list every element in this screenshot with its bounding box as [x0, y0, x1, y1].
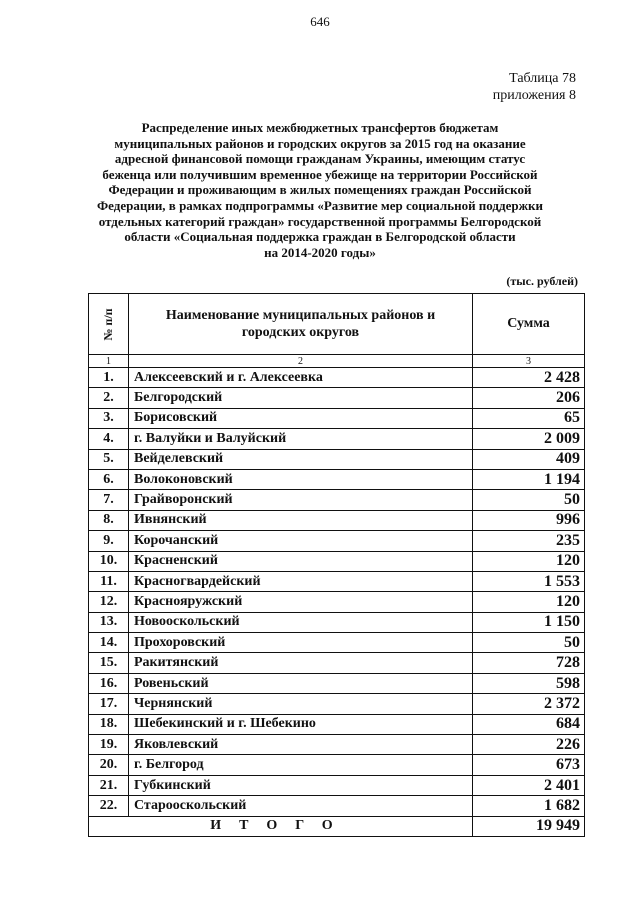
row-sum: 996	[473, 510, 585, 530]
total-row	[89, 816, 585, 836]
total-sum: 19 949	[473, 816, 585, 836]
row-sum: 2 401	[473, 775, 585, 795]
column-index: 2	[129, 355, 473, 368]
row-name: Белгородский	[129, 388, 473, 408]
table-row	[89, 510, 585, 530]
row-number: 15.	[89, 653, 129, 673]
row-sum: 50	[473, 490, 585, 510]
row-sum: 1 553	[473, 571, 585, 591]
row-number: 4.	[89, 429, 129, 449]
row-sum: 728	[473, 653, 585, 673]
row-sum: 226	[473, 735, 585, 755]
row-number: 19.	[89, 735, 129, 755]
row-number: 2.	[89, 388, 129, 408]
table-row	[89, 735, 585, 755]
row-name: Губкинский	[129, 775, 473, 795]
header-number	[89, 294, 129, 355]
row-number: 13.	[89, 612, 129, 632]
row-number: 18.	[89, 714, 129, 734]
table-row	[89, 469, 585, 489]
units-label: (тыс. рублей)	[506, 274, 578, 288]
row-name: Грайворонский	[129, 490, 473, 510]
title-line: Федерации и проживающим в жилых помещениях граждан Российской	[108, 182, 532, 198]
table-row	[89, 551, 585, 571]
title-line: муниципальных районов и городских округов за 2015 год на оказание	[114, 135, 526, 151]
row-name: Волоконовский	[129, 469, 473, 489]
table-row	[89, 592, 585, 612]
row-sum: 1 150	[473, 612, 585, 632]
row-sum: 2 009	[473, 429, 585, 449]
header-name-line1: Наименование муниципальных районов и	[165, 308, 436, 323]
row-sum: 235	[473, 531, 585, 551]
row-name: Борисовский	[129, 408, 473, 428]
row-sum: 673	[473, 755, 585, 775]
row-name: Ракитянский	[129, 653, 473, 673]
row-name: г. Валуйки и Валуйский	[129, 429, 473, 449]
table-row	[89, 673, 585, 693]
title-line: области «Социальная поддержка граждан в Белгородской области	[124, 229, 516, 245]
row-name: Вейделевский	[129, 449, 473, 469]
row-number: 12.	[89, 592, 129, 612]
header-name-line2: городских округов	[241, 325, 360, 340]
row-number: 9.	[89, 531, 129, 551]
table-row	[89, 531, 585, 551]
row-number: 10.	[89, 551, 129, 571]
row-sum: 2 428	[473, 368, 585, 388]
row-number: 6.	[89, 469, 129, 489]
total-label: ИТОГО	[89, 816, 473, 836]
title-line: отдельных категорий граждан» государственной программы Белгородской	[98, 213, 542, 229]
row-name: Шебекинский и г. Шебекино	[129, 714, 473, 734]
row-name: Прохоровский	[129, 633, 473, 653]
title-line: Федерации, в рамках подпрограммы «Развитие мер социальной поддержки	[97, 197, 543, 213]
row-name: Старооскольский	[129, 796, 473, 816]
table-row	[89, 796, 585, 816]
row-sum: 409	[473, 449, 585, 469]
table-row	[89, 633, 585, 653]
table-row	[89, 775, 585, 795]
row-number: 20.	[89, 755, 129, 775]
table-row	[89, 714, 585, 734]
row-name: Ивнянский	[129, 510, 473, 530]
table-row	[89, 449, 585, 469]
row-sum: 2 372	[473, 694, 585, 714]
row-number: 8.	[89, 510, 129, 530]
row-name: Красненский	[129, 551, 473, 571]
row-name: Чернянский	[129, 694, 473, 714]
row-number: 11.	[89, 571, 129, 591]
row-name: Краснояружский	[129, 592, 473, 612]
header-sum: Сумма	[473, 294, 585, 355]
table-ref-line2: приложения 8	[492, 88, 576, 103]
row-name: г. Белгород	[129, 755, 473, 775]
row-name: Новооскольский	[129, 612, 473, 632]
table-row	[89, 571, 585, 591]
table-ref-line1: Таблица 78	[509, 71, 576, 86]
title-line: на 2014-2020 годы»	[264, 244, 376, 260]
row-sum: 120	[473, 551, 585, 571]
title-line: беженца или получившим временное убежище на территории Российской	[102, 166, 538, 182]
row-number: 16.	[89, 673, 129, 693]
row-number: 21.	[89, 775, 129, 795]
row-number: 5.	[89, 449, 129, 469]
page-number: 646	[310, 14, 330, 29]
row-sum: 206	[473, 388, 585, 408]
document-title	[70, 120, 570, 260]
row-number: 3.	[89, 408, 129, 428]
table-row	[89, 694, 585, 714]
table-header-row	[89, 294, 585, 355]
header-name	[129, 294, 473, 355]
row-name: Яковлевский	[129, 735, 473, 755]
row-number: 22.	[89, 796, 129, 816]
allocation-table	[88, 293, 585, 837]
title-line: Распределение иных межбюджетных трансфертов бюджетам	[141, 120, 499, 135]
table-row	[89, 612, 585, 632]
row-sum: 120	[473, 592, 585, 612]
row-sum: 684	[473, 714, 585, 734]
table-row	[89, 388, 585, 408]
row-number: 7.	[89, 490, 129, 510]
row-sum: 1 682	[473, 796, 585, 816]
row-name: Алексеевский и г. Алексеевка	[129, 368, 473, 388]
title-line: адресной финансовой помощи гражданам Украины, имеющим статус	[114, 151, 526, 167]
header-number-text: № п/п	[101, 307, 115, 341]
row-number: 1.	[89, 368, 129, 388]
table-row	[89, 429, 585, 449]
row-name: Ровеньский	[129, 673, 473, 693]
table-row	[89, 755, 585, 775]
row-sum: 1 194	[473, 469, 585, 489]
column-index: 1	[89, 355, 129, 368]
row-name: Корочанский	[129, 531, 473, 551]
table-row	[89, 490, 585, 510]
row-number: 14.	[89, 633, 129, 653]
row-sum: 598	[473, 673, 585, 693]
table-row	[89, 653, 585, 673]
row-sum: 65	[473, 408, 585, 428]
column-index: 3	[473, 355, 585, 368]
table-reference	[493, 70, 576, 104]
row-sum: 50	[473, 633, 585, 653]
table-row	[89, 368, 585, 388]
row-name: Красногвардейский	[129, 571, 473, 591]
row-number: 17.	[89, 694, 129, 714]
table-row	[89, 408, 585, 428]
column-index-row	[89, 355, 585, 368]
